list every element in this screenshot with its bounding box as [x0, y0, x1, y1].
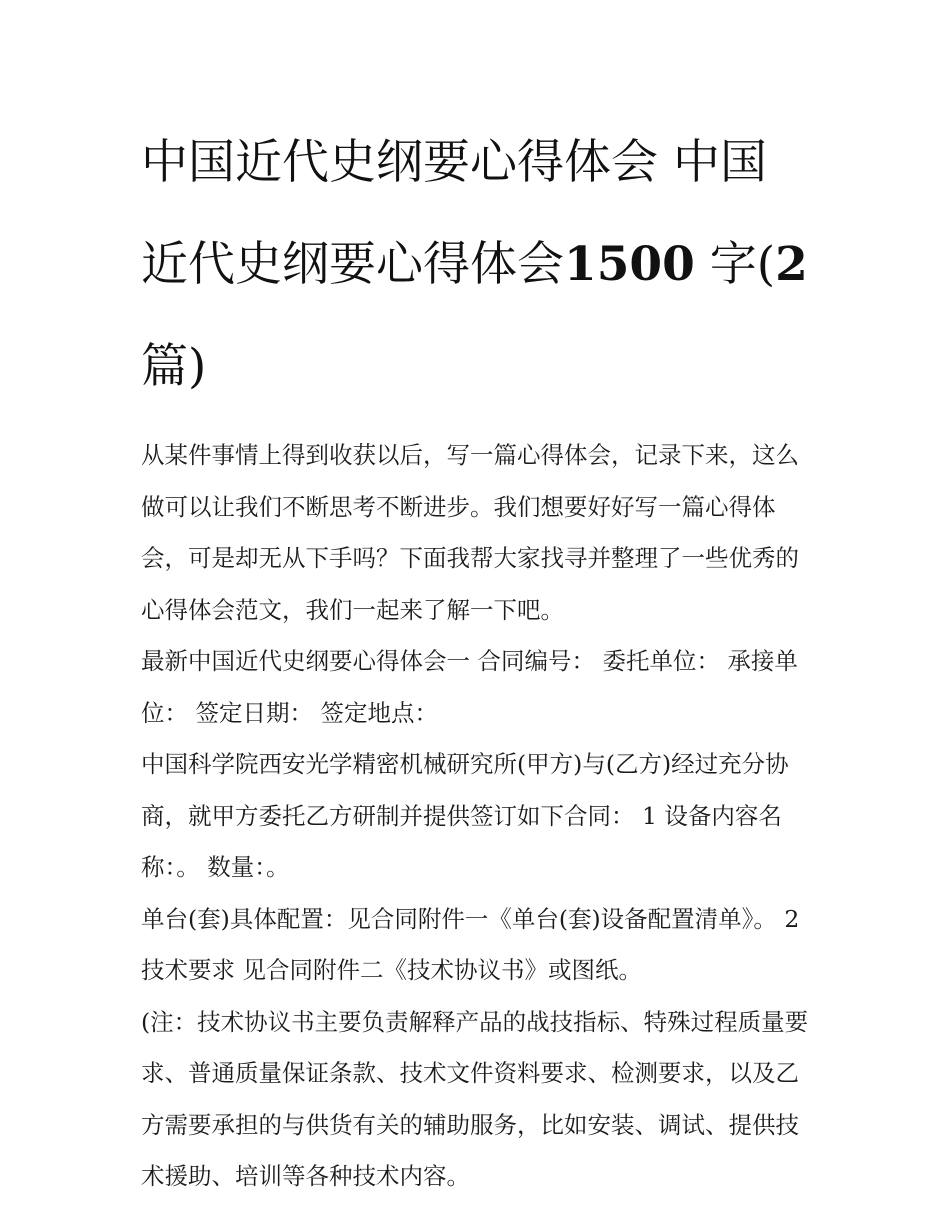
- paragraph-configuration: 单台(套)具体配置：见合同附件一《单台(套)设备配置清单》。 2 技术要求 见合同附件二《技术协议书》或图纸。: [141, 904, 800, 984]
- title-number-2: 2: [775, 237, 808, 292]
- title-text-part5: 篇): [141, 339, 207, 394]
- paragraph-intro: 从某件事情上得到收获以后，写一篇心得体会，记录下来，这么做可以让我们不断思考不断进步。我们想要好好写一篇心得体会，可是却无从下手吗？下面我帮大家找寻并整理了一些优秀的心得体会范文，我们一起来了解一下吧。: [141, 441, 799, 624]
- title-text-part3: 字(: [694, 237, 776, 292]
- paragraph-contract-header: 最新中国近代史纲要心得体会一 合同编号： 委托单位： 承接单位： 签定日期： 签定地点：: [141, 647, 798, 727]
- title-number-1500: 1500: [564, 237, 695, 292]
- paragraph-technical-note: (注：技术协议书主要负责解释产品的战技指标、特殊过程质量要求、普通质量保证条款、技术文件资料要求、检测要求，以及乙方需要承担的与供货有关的辅助服务，比如安装、调试、提供技术援助、培训等各种技术内容。: [141, 1007, 809, 1190]
- title-text-part1: 中国近代史纲要心得体会 中国近代史纲要心得体会: [141, 135, 767, 292]
- paragraph-parties: 中国科学院西安光学精密机械研究所(甲方)与(乙方)经过充分协商，就甲方委托乙方研制并提供签订如下合同： 1 设备内容名称：。 数量：。: [141, 750, 789, 881]
- document-title: [141, 112, 813, 418]
- document-body: [141, 112, 813, 1203]
